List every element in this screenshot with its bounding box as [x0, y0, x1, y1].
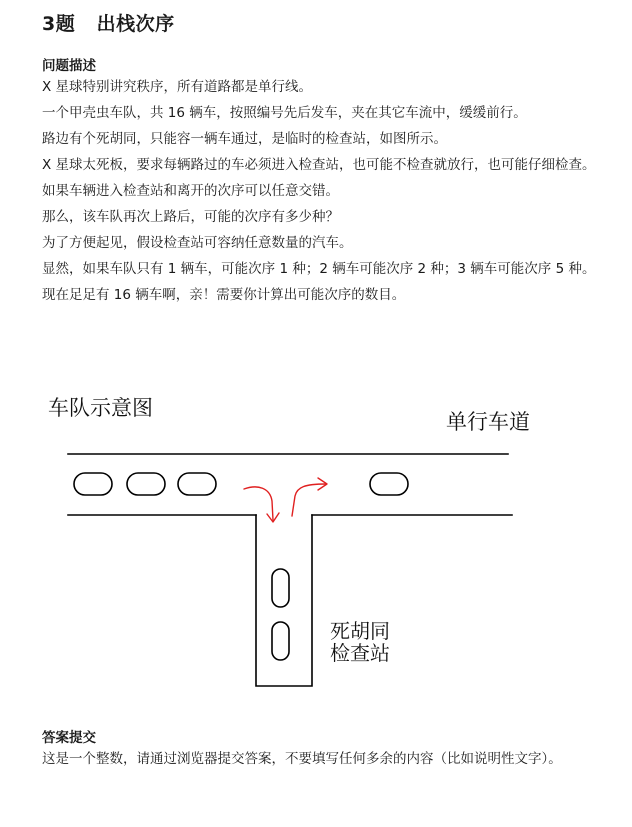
problem-paragraph: 那么，该车队再次上路后，可能的次序有多少种？ [42, 209, 339, 225]
station-label-dead-end: 死胡同 [330, 619, 390, 643]
car [178, 473, 216, 495]
answer-heading: 答案提交 [42, 730, 96, 746]
answer-description [42, 746, 602, 772]
problem-paragraph: 路边有个死胡同，只能容一辆车通过，是临时的检查站，如图所示。 [42, 131, 447, 147]
problem-paragraph: 一个甲壳虫车队，共 16 辆车，按照编号先后发车，夹在其它车流中，缓缓前行。 [42, 105, 527, 121]
problem-description [42, 74, 602, 308]
car [74, 473, 112, 495]
problem-paragraph: 现在足足有 16 辆车啊，亲！需要你计算出可能次序的数目。 [42, 287, 406, 303]
diagram-caption: 车队示意图 [48, 396, 153, 420]
station-label-checkpoint: 检查站 [330, 641, 390, 665]
car [272, 569, 289, 607]
answer-paragraph: 这是一个整数，请通过浏览器提交答案，不要填写任何多余的内容（比如说明性文字）。 [42, 751, 562, 767]
problem-paragraph: X 星球特别讲究秩序，所有道路都是单行线。 [42, 79, 313, 95]
convoy-diagram-drawing [0, 380, 632, 700]
problem-paragraph: 为了方便起见，假设检查站可容纳任意数量的汽车。 [42, 235, 353, 251]
problem-paragraph: X 星球太死板，要求每辆路过的车必须进入检查站，也可能不检查就放行，也可能仔细检查。 [42, 157, 596, 173]
problem-paragraph: 如果车辆进入检查站和离开的次序可以任意交错。 [42, 183, 339, 199]
page-title: 3题 出栈次序 [42, 13, 175, 35]
problem-heading: 问题描述 [42, 58, 96, 74]
car [272, 622, 289, 660]
car [127, 473, 165, 495]
problem-paragraph: 显然，如果车队只有 1 辆车，可能次序 1 种；2 辆车可能次序 2 种；3 辆车可能次序 5 种。 [42, 261, 596, 277]
convoy-diagram [0, 380, 632, 700]
car [370, 473, 408, 495]
road-label: 单行车道 [446, 410, 530, 434]
